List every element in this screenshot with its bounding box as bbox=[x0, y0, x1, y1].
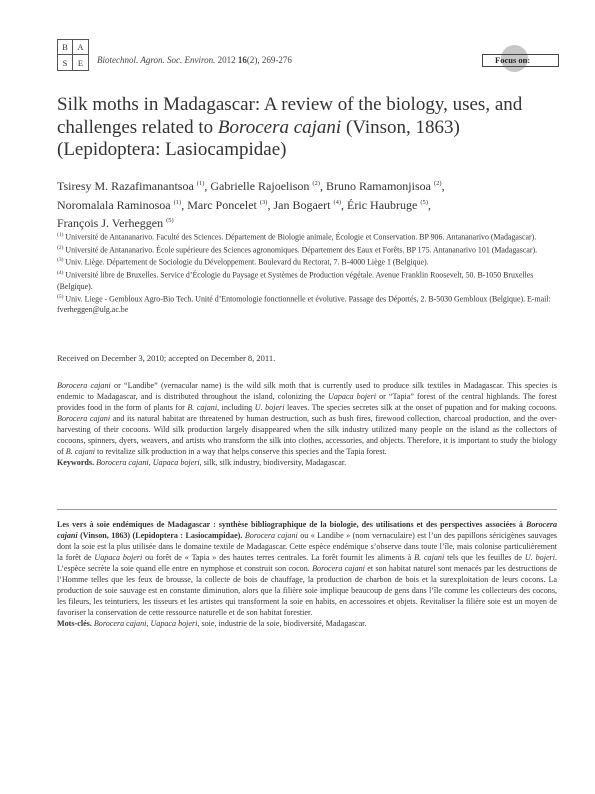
affiliation-mark: (4) bbox=[57, 269, 64, 276]
affiliation-mark: (1) bbox=[57, 232, 64, 238]
title-species: Borocera cajani bbox=[217, 116, 342, 138]
author-name: François J. Verheggen bbox=[57, 216, 164, 230]
author-affiliation-mark: (2) bbox=[433, 180, 442, 187]
abstract-text: to revitalize silk production in a way that helps conserve this species and the Tapia forest. bbox=[95, 447, 387, 456]
abstract-text: , including bbox=[217, 403, 255, 412]
keyword-separator: , bbox=[148, 458, 153, 467]
affiliation-text: Université libre de Bruxelles. Service d’Écologie du Paysage et Systèmes de Production végétale. Avenue Franklin Roosevelt, 50. B-1050 Bruxelles (Belgique). bbox=[57, 270, 534, 291]
affiliation-item bbox=[57, 243, 557, 256]
species-name: Borocera cajani bbox=[57, 414, 111, 423]
species-name: B. cajani bbox=[187, 403, 218, 412]
author-affiliation-mark: (5) bbox=[420, 198, 428, 206]
keyword-separator: , bbox=[146, 619, 151, 628]
focus-label: Focus on: bbox=[495, 55, 531, 65]
species-name: Borocera cajani bbox=[312, 564, 365, 573]
keywords-text: , silk, silk industry, biodiversity, Madagascar. bbox=[199, 458, 347, 467]
base-logo bbox=[57, 39, 89, 71]
author-affiliation-mark: (3) bbox=[259, 198, 268, 206]
affiliation-text: Université de Antananarivo. Faculté des Sciences. Département de Biologie animale, Écologie et Conservation. BP 906. Antananarivo (Madagascar). bbox=[65, 232, 537, 242]
keyword-species: Uapaca bojeri bbox=[152, 458, 200, 467]
abstract-text: or “Tapia” forest of the central highlands. The forest provides food in the form of plants for bbox=[57, 392, 557, 412]
author-name: Gabrielle Rajoelison bbox=[210, 179, 310, 193]
species-name: Uapaca bojeri bbox=[327, 392, 377, 401]
affiliation-text: Univ. Liège. Département de Sociologie du Développement. Boulevard du Rectorat, 7. B-4000 Liège 1 (Belgique). bbox=[65, 257, 429, 267]
abstract-french bbox=[57, 519, 557, 629]
logo-letter: A bbox=[73, 40, 88, 55]
abstract-text: or “Landibe” (vernacular name) is the wild silk moth that is currently used to produce silk textiles in Madagascar. This species is endemic to Madagascar, and is distributed throughout the island, colonizing the bbox=[57, 381, 557, 401]
affiliation-mark: (2) bbox=[57, 244, 64, 251]
received-dates: Received on December 3, 2010; accepted on December 8, 2011. bbox=[57, 353, 276, 363]
affiliation-item bbox=[57, 230, 557, 243]
species-name: B. cajani bbox=[65, 447, 95, 456]
resume-text: tels que les feuilles de bbox=[444, 553, 525, 562]
author-list: Tsiresy M. Razafimanantsoa $^{(1)}$, Gabrielle Rajoelison $^{(2)}$, Bruno Ramamonjisoa $^{(2)}$, Noromalala Raminosoa $^{(1)}$, Marc Poncelet $^{(3)}$, Jan Bogaert $^{(4)}$, Éric Haubruge $^{(5)}$, François J. Verheggen $^{(5)}$ bbox=[57, 179, 445, 230]
author-affiliation-mark: (4) bbox=[333, 198, 342, 206]
abstract-english bbox=[57, 380, 557, 468]
keywords-text: , soie, industrie de la soie, biodiversité, Madagascar. bbox=[197, 619, 367, 628]
author-name: Bruno Ramamonjisoa bbox=[325, 179, 431, 193]
section-divider bbox=[57, 509, 557, 510]
affiliation-item bbox=[57, 255, 557, 268]
author-name: Marc Poncelet bbox=[187, 197, 257, 212]
affiliation-text: Univ. Liege - Gembloux Agro-Bio Tech. Unité d’Entomologie fonctionnelle et évolutive. Passage des Déportés, 2. B-5030 Gembloux (Belgique). E-mail: fverheggen@ulg.ac.be bbox=[57, 294, 551, 315]
species-name: Borocera cajani bbox=[57, 381, 111, 390]
resume-text: ou forêt de « Tapia » des hautes terres centrales. La forêt fournit les aliments à bbox=[142, 553, 415, 562]
logo-letter: E bbox=[77, 57, 84, 68]
species-name: Uapaca bojeri bbox=[94, 553, 143, 562]
author-affiliation-mark: (1) bbox=[196, 180, 205, 187]
affiliation-text: Université de Antananarivo. École supérieure des Sciences agronomiques. Département des Eaux et Forêts. BP 175. Antananarivo 101 (Madagascar). bbox=[65, 245, 538, 255]
resume-text: ou « Landibe » (nom vernaculaire) est l’un des papillons séricigènes sauvages dont la soie est la plus utilisée dans le domaine textile de Madagascar. Cette espèce endémique s’observe dans toute l’île, mais colonise particulièrement la forêt de bbox=[57, 531, 558, 562]
author-name: Tsiresy M. Razafimanantsoa bbox=[57, 179, 194, 193]
logo-letter: B bbox=[58, 40, 73, 55]
author-name: Noromalala Raminosoa bbox=[57, 197, 171, 212]
journal-volume: 16 bbox=[237, 55, 247, 65]
title-part2: (Vinson, 1863) (Lepidoptera: Lasiocampidae) bbox=[57, 116, 460, 160]
article-title bbox=[57, 94, 547, 162]
affiliation-item bbox=[57, 292, 557, 316]
species-name: B. cajani bbox=[414, 553, 445, 562]
author-name: Éric Haubruge bbox=[347, 197, 418, 212]
french-title-part: Les vers à soie endémiques de Madagascar : synthèse bibliographique de la biologie, des utilisations et des perspectives associées à bbox=[57, 520, 526, 529]
species-name: Borocera cajani bbox=[242, 531, 298, 540]
journal-year: 2012 bbox=[215, 55, 238, 65]
species-name: Borocera cajani bbox=[57, 520, 557, 540]
keywords-label: Mots-clés. bbox=[57, 619, 92, 628]
journal-name: Biotechnol. Agron. Soc. Environ. bbox=[97, 55, 216, 65]
resume-text: . L’espèce secrète la soie quand elle entre en nymphose et construit son cocon. bbox=[57, 553, 557, 573]
affiliation-item bbox=[57, 268, 557, 292]
species-name: U. bojeri bbox=[254, 403, 285, 412]
journal-citation bbox=[97, 55, 292, 65]
author-affiliation-mark: (1) bbox=[173, 198, 182, 206]
keyword-species: Borocera cajani bbox=[94, 458, 149, 467]
author-name: Jan Bogaert bbox=[273, 197, 331, 212]
keyword-species: Uapaca bojeri bbox=[150, 619, 198, 628]
journal-pages: (2), 269-276 bbox=[246, 55, 292, 65]
author-affiliation-mark: (5) bbox=[166, 217, 174, 224]
french-title-part: (Vinson, 1863) (Lepidoptera : Lasiocampidae). bbox=[77, 531, 243, 540]
abstract-text: and its natural habitat are threatened by human destruction, such as bush fires, firewood collection, charcoal production, and the over-harvesting of their cocoons. Wild silk production largely disappeared when the silk industry utilized many people on the island as the collectors of cocoons, spinners, dyers, weavers, and artists who transform the silk into clothes, accessories, and objects. Therefore, it is important to study the biology of bbox=[57, 414, 557, 456]
logo-letter: S bbox=[58, 55, 73, 70]
author-affiliation-mark: (2) bbox=[312, 180, 320, 187]
keyword-species: Borocera cajani bbox=[91, 619, 147, 628]
affiliation-list bbox=[57, 230, 557, 315]
resume-text: et son habitat naturel sont menacés par les destructions de l’Homme telles que les feux de brousse, la collecte de bois de chauffage, la production de charbon de bois et la surexploitation de leurs cocons. La production de soie sauvage est en constante diminution, alors que la filière soie implique beaucoup de gens dans l’île comme les collecteurs des cocons, les fileurs, les teinturiers, les tisseurs et les artistes qui transforment la soie en habits, en accessoires et objets. Revitaliser la filière soie est un moyen de favoriser la conservation de cette ressource naturelle et de son habitat forestier. bbox=[57, 564, 558, 617]
abstract-text: leaves. The species secretes silk at the onset of pupation and for making cocoons. bbox=[284, 403, 557, 412]
affiliation-mark: (5) bbox=[57, 293, 64, 300]
title-part1: Silk moths in Madagascar: A review of the biology, uses, and challenges related to bbox=[57, 94, 523, 138]
keywords-label: Keywords. bbox=[57, 458, 95, 467]
species-name: U. bojeri bbox=[524, 553, 555, 562]
affiliation-mark: (3) bbox=[57, 257, 64, 264]
